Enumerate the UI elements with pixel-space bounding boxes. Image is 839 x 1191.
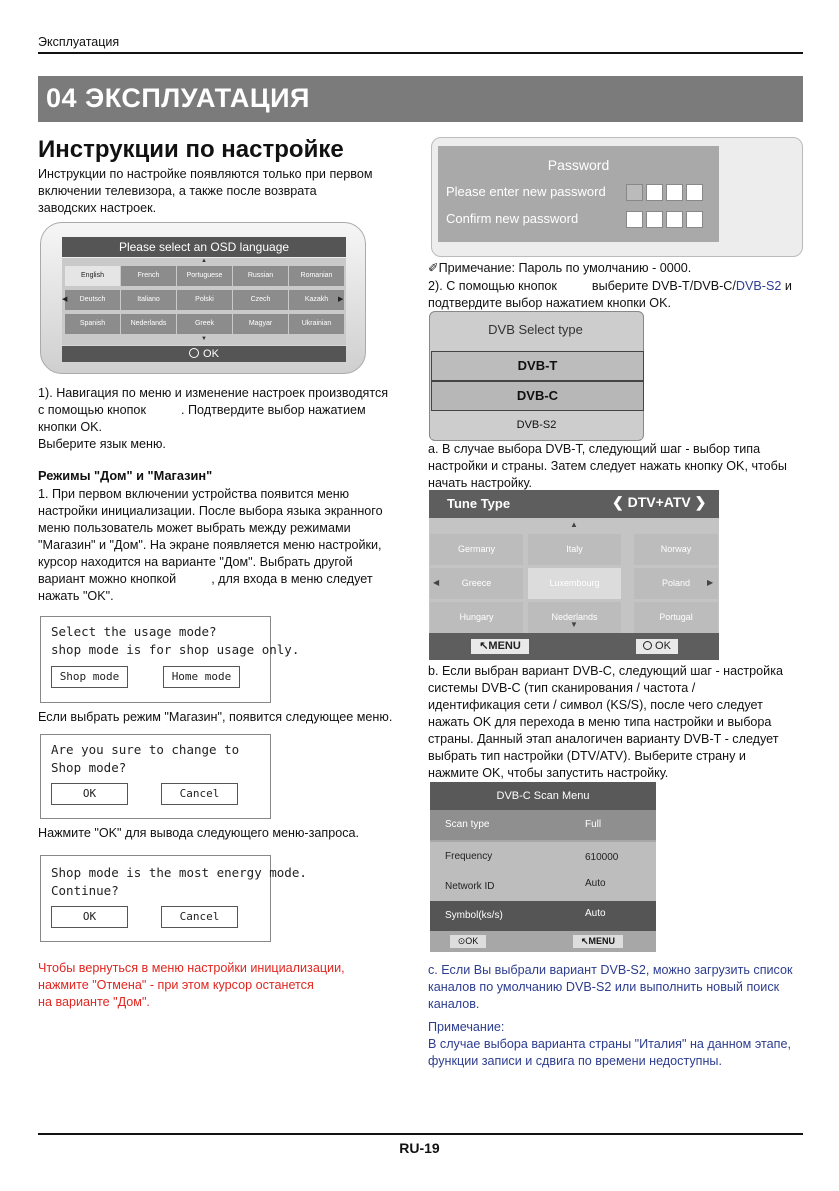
scan-menu-title: DVB-C Scan Menu bbox=[430, 782, 656, 810]
country-option[interactable]: Poland bbox=[634, 568, 718, 599]
scan-row-network-id[interactable]: Network ID Auto bbox=[430, 872, 656, 902]
arrow-down-icon: ▼ bbox=[570, 620, 578, 629]
cancel-button[interactable]: Cancel bbox=[161, 906, 238, 928]
chapter-banner bbox=[38, 76, 803, 122]
language-option[interactable]: English bbox=[65, 266, 120, 286]
return-arrow-icon: ↖ bbox=[479, 640, 489, 652]
shop-mode-caption: Если выбрать режим "Магазин", появится следующее меню. bbox=[38, 710, 393, 724]
arrow-up-icon: ▲ bbox=[570, 520, 578, 529]
dvb-c-text: b. Если выбран вариант DVB-C, следующий шаг - настройка системы DVB-C (тип сканирования / частота / идентификация сети / символ (KS/S), после чего следует нажать OK для перехода в меню типа настройки и выбора страны. Данный этап аналогичен варианту DVB-T - следует выбрать тип настройки (DTV/ATV). Выберите страну и нажмите OK, чтобы запустить настройку. bbox=[428, 664, 783, 780]
section-label: Эксплуатация bbox=[38, 35, 120, 49]
chevron-left-icon[interactable]: ❮ bbox=[612, 494, 624, 510]
next-menu-caption: Нажмите "OK" для вывода следующего меню-запроса. bbox=[38, 826, 360, 840]
country-option[interactable]: Germany bbox=[430, 534, 523, 565]
language-option[interactable]: Magyar bbox=[233, 314, 288, 334]
language-option[interactable]: Italiano bbox=[121, 290, 176, 310]
chevron-right-icon[interactable]: ❯ bbox=[694, 494, 707, 510]
language-option[interactable]: French bbox=[121, 266, 176, 286]
language-option[interactable]: Deutsch bbox=[65, 290, 120, 310]
shop-mode-button[interactable]: Shop mode bbox=[51, 666, 128, 688]
country-option[interactable]: Luxembourg bbox=[528, 568, 621, 599]
arrow-right-icon[interactable]: ▶ bbox=[338, 296, 344, 303]
usage-mode-dialog: Select the usage mode? shop mode is for shop usage only. Shop mode Home mode bbox=[40, 616, 271, 703]
page-title: Инструкции по настройке bbox=[38, 136, 344, 163]
language-option[interactable]: Kazakh bbox=[289, 290, 344, 310]
default-password-note: ✐Примечание: Пароль по умолчанию - 0000. bbox=[428, 261, 692, 275]
arrow-left-icon[interactable]: ◀ bbox=[62, 296, 68, 303]
country-option[interactable]: Italy bbox=[528, 534, 621, 565]
dvb-s2-option[interactable]: DVB-S2 bbox=[431, 410, 642, 439]
dvb-t-text: a. В случае выбора DVB-T, следующий шаг - выбор типа настройки и страны. Затем следует нажать кнопку OK, чтобы начать настройку. bbox=[428, 442, 787, 490]
dvb-select-title: DVB Select type bbox=[488, 322, 583, 337]
arrow-down-icon: ▼ bbox=[201, 336, 207, 342]
tune-type-selector[interactable]: ❮ DTV+ATV ❯ bbox=[612, 494, 707, 510]
tune-type-footer bbox=[429, 633, 719, 660]
page-number: RU-19 bbox=[399, 1140, 440, 1156]
scan-row-symbol[interactable]: Symbol(ks/s) Auto bbox=[430, 901, 656, 931]
chapter-title: 04 ЭКСПЛУАТАЦИЯ bbox=[46, 83, 310, 113]
bottom-divider bbox=[38, 1133, 803, 1135]
cancel-button[interactable]: Cancel bbox=[161, 783, 238, 805]
home-mode-button[interactable]: Home mode bbox=[163, 666, 240, 688]
country-option[interactable]: Norway bbox=[634, 534, 718, 565]
menu-button[interactable]: ↖MENU bbox=[573, 935, 623, 948]
new-password-label: Please enter new password bbox=[446, 184, 606, 199]
password-title: Password bbox=[547, 157, 610, 173]
language-option[interactable]: Romanian bbox=[289, 266, 344, 286]
step2-text: 2). С помощью кнопок выберите DVB-T/DVB-C/DVB-S2 и подтвердите выбор нажатием кнопки OK. bbox=[428, 279, 792, 310]
tune-type-label: Tune Type bbox=[447, 496, 511, 511]
menu-button[interactable]: ↖MENU bbox=[471, 639, 529, 654]
ok-circle-icon bbox=[189, 348, 199, 358]
scan-row-scan-type[interactable]: Scan type Full bbox=[430, 810, 656, 840]
confirm-shop-dialog: Are you sure to change to Shop mode? OK Cancel bbox=[40, 734, 271, 819]
top-divider bbox=[38, 52, 803, 54]
tune-type-header bbox=[429, 490, 719, 518]
language-grid bbox=[62, 258, 346, 345]
ok-button[interactable]: OK bbox=[636, 639, 678, 654]
confirm-password-label: Confirm new password bbox=[446, 211, 579, 226]
dvb-c-option[interactable]: DVB-C bbox=[431, 381, 644, 411]
navigation-text: 1). Навигация по меню и изменение настроек производятся с помощью кнопок . Подтвердите выбор нажатием кнопки OK. Выберите язык меню. bbox=[38, 386, 389, 451]
energy-mode-dialog: Shop mode is the most energy mode. Continue? OK Cancel bbox=[40, 855, 271, 942]
country-option[interactable]: Hungary bbox=[430, 602, 523, 633]
return-note: Чтобы вернуться в меню настройки инициализации, нажмите "Отмена" - при этом курсор останется на варианте "Дом". bbox=[38, 961, 345, 1009]
arrow-right-icon[interactable]: ▶ bbox=[707, 578, 714, 587]
language-option[interactable]: Czech bbox=[233, 290, 288, 310]
language-option[interactable]: Russian bbox=[233, 266, 288, 286]
intro-text: Инструкции по настройке появляются только при первом включении телевизора, а также после возврата заводских настроек. bbox=[38, 167, 373, 215]
language-menu-header: Please select an OSD language bbox=[62, 237, 346, 257]
language-option[interactable]: Nederlands bbox=[121, 314, 176, 334]
ok-circle-icon bbox=[643, 641, 652, 650]
dvb-t-option[interactable]: DVB-T bbox=[431, 351, 644, 381]
country-option[interactable]: Greece bbox=[430, 568, 523, 599]
language-option[interactable]: Spanish bbox=[65, 314, 120, 334]
ok-button[interactable]: OK bbox=[51, 783, 128, 805]
ok-circle-icon: ⊙ bbox=[457, 936, 466, 946]
country-option[interactable]: Portugal bbox=[634, 602, 718, 633]
italy-note: Примечание: В случае выбора варианта страны "Италия" на данном этапе, функции записи и сдвига по времени недоступны. bbox=[428, 1020, 791, 1068]
language-option[interactable]: Ukrainian bbox=[289, 314, 344, 334]
country-option[interactable]: Nederlands bbox=[528, 602, 621, 633]
modes-text: 1. При первом включении устройства появится меню настройки инициализации. После выбора языка экранного меню пользователь может выбрать между режимами "Магазин" и "Дом". На экране появляется меню настройки, курсор находится на варианте "Дом". Выбрать другой вариант можно кнопкой , для входа в меню следует нажать "OK". bbox=[38, 487, 383, 603]
language-option[interactable]: Greek bbox=[177, 314, 232, 334]
scan-menu-footer bbox=[430, 931, 656, 952]
modes-heading: Режимы "Дом" и "Магазин" bbox=[38, 468, 213, 483]
pencil-icon: ✐ bbox=[428, 261, 439, 275]
language-option[interactable]: Polski bbox=[177, 290, 232, 310]
dvb-s2-text: c. Если Вы выбрали вариант DVB-S2, можно загрузить список каналов по умолчанию DVB-S2 или выполнить новый поиск каналов. bbox=[428, 963, 793, 1011]
scan-row-frequency[interactable]: Frequency 610000 bbox=[430, 842, 656, 872]
language-ok-button[interactable]: OK bbox=[62, 346, 346, 362]
arrow-up-icon: ▲ bbox=[201, 258, 207, 264]
arrow-left-icon[interactable]: ◀ bbox=[433, 578, 440, 587]
language-option[interactable]: Portuguese bbox=[177, 266, 232, 286]
ok-button[interactable]: ⊙OK bbox=[450, 935, 486, 948]
return-arrow-icon: ↖ bbox=[580, 936, 589, 946]
ok-button[interactable]: OK bbox=[51, 906, 128, 928]
